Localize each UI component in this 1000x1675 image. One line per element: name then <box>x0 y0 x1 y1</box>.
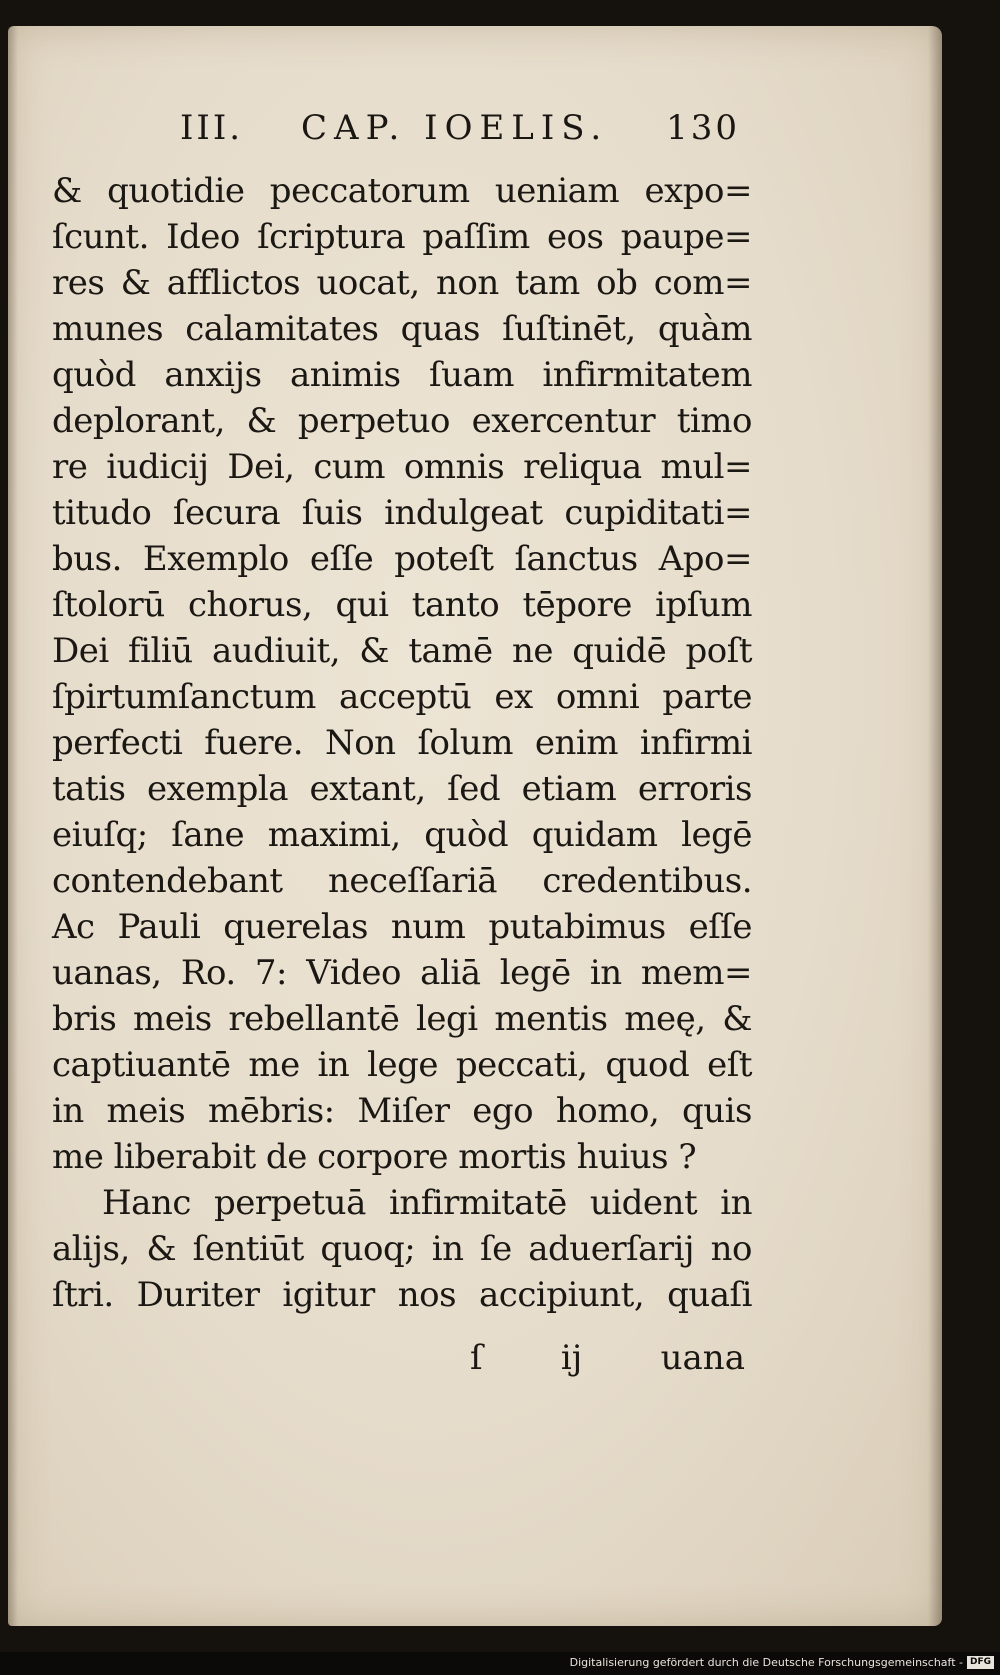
text-line: eiuſq; ſane maximi, quòd quidam legē <box>52 815 752 855</box>
text-line: tatis exempla extant, ſed etiam erroris <box>52 769 752 809</box>
running-head <box>180 108 740 158</box>
signature-and-catchword <box>470 1338 745 1378</box>
text-line: bris meis rebellantē legi mentis meę, & <box>52 999 752 1039</box>
text-line: ſpirtumſanctum acceptū ex omni parte <box>52 677 752 717</box>
text-line: Ac Pauli querelas num putabimus eſſe <box>52 907 752 947</box>
page-gutter-shadow <box>8 26 18 1626</box>
text-line: captiuantē me in lege peccati, quod eſt <box>52 1045 752 1085</box>
text-line: munes calamitates quas ſuſtinēt, quàm <box>52 309 752 349</box>
text-line: & quotidie peccatorum ueniam expo= <box>52 171 752 211</box>
text-line: perfecti fuere. Non ſolum enim infirmi <box>52 723 752 763</box>
signature-letter: ſ <box>470 1338 483 1378</box>
catchword: uana <box>660 1338 745 1378</box>
text-line: ſtolorū chorus, qui tanto tēpore ipſum <box>52 585 752 625</box>
text-line: res & afflictos uocat, non tam ob com= <box>52 263 752 303</box>
text-line: ſtri. Duriter igitur nos accipiunt, quaſi <box>52 1275 752 1315</box>
dfg-logo: DFG <box>967 1656 994 1669</box>
page-number: 130 <box>666 108 740 148</box>
text-line: re iudicij Dei, cum omnis reliqua mul= <box>52 447 752 487</box>
text-line: deplorant, & perpetuo exercentur timo <box>52 401 752 441</box>
text-line: uanas, Ro. 7: Video aliā legē in mem= <box>52 953 752 993</box>
text-line: ſcunt. Ideo ſcriptura paſſim eos paupe= <box>52 217 752 257</box>
signature-number: ij <box>560 1338 583 1378</box>
text-line: bus. Exemplo eſſe poteſt ſanctus Apo= <box>52 539 752 579</box>
text-line: titudo ſecura ſuis indulgeat cupiditati= <box>52 493 752 533</box>
text-line: contendebant neceſſariā credentibus. <box>52 861 752 901</box>
text-line: alijs, & ſentiūt quoq; in ſe aduerſarij no <box>52 1229 752 1269</box>
text-line: Dei filiū audiuit, & tamē ne quidē poſt <box>52 631 752 671</box>
page-edge-shadow <box>928 26 942 1626</box>
digitization-credit <box>570 1656 994 1669</box>
text-line: in meis mēbris: Miſer ego homo, quis <box>52 1091 752 1131</box>
text-line: me liberabit de corpore mortis huius ? <box>52 1137 697 1177</box>
body-text <box>52 168 752 1318</box>
running-head-section: III. <box>180 108 244 148</box>
credit-text: Digitalisierung gefördert durch die Deutsche Forschungsgemeinschaft - <box>569 1656 963 1669</box>
text-line: quòd anxijs animis ſuam infirmitatem <box>52 355 752 395</box>
running-head-title: CAP. IOELIS. <box>301 108 609 148</box>
text-line: Hanc perpetuā infirmitatē uident in <box>102 1183 752 1223</box>
